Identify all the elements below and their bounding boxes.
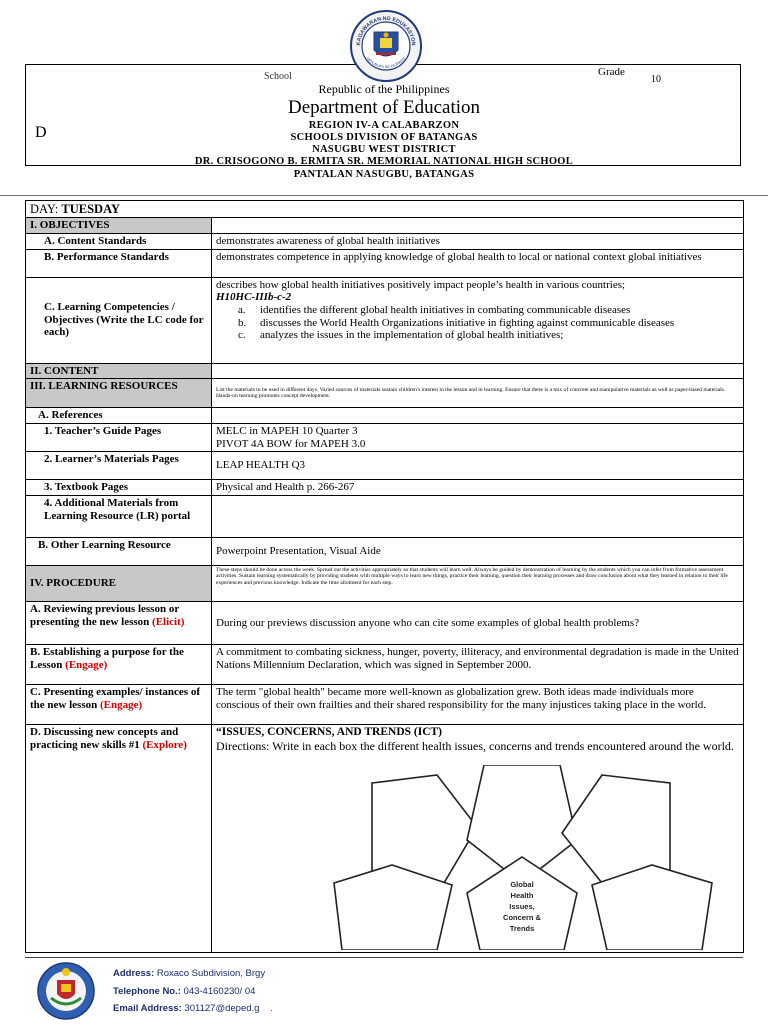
school-seal-logo <box>37 962 95 1020</box>
teachers-guide-value <box>212 423 744 451</box>
deped-seal-logo <box>350 10 422 82</box>
content-standards-value: demonstrates awareness of global health initiatives <box>212 234 744 250</box>
other-resources-label: B. Other Learning Resource <box>26 537 212 565</box>
header-divider <box>0 195 768 196</box>
pentagon-diagram <box>272 765 744 950</box>
diagram-center-label: Trends <box>509 923 535 933</box>
school-field-label: School <box>264 71 292 82</box>
diagram-center-label: Issues, <box>509 901 535 911</box>
performance-standards-value: demonstrates competence in applying knowledge of global health to local or national context global initiatives <box>212 249 744 277</box>
procedure-a-value: During our previews discussion anyone who can cite some examples of global health problems? <box>212 601 744 644</box>
learners-materials-value: LEAP HEALTH Q3 <box>212 452 744 480</box>
footer-address: Address: Roxaco Subdivision, Brgy <box>113 968 266 979</box>
day-label: DAY: <box>30 202 59 216</box>
elicit-tag: (Elicit) <box>152 615 185 628</box>
objectives-heading: I. OBJECTIVES <box>26 218 212 234</box>
diagram-center-label: Health <box>510 890 534 900</box>
day-row <box>26 201 744 218</box>
lc-item: a. identifies the different global health initiatives in combating communicable diseases <box>238 303 631 316</box>
procedure-b-label: B. Establishing a purpose for the Lesson (Engage) <box>26 644 212 684</box>
diagram-center-label: Global <box>510 879 534 889</box>
other-resources-value: Powerpoint Presentation, Visual Aide <box>212 537 744 565</box>
learning-competencies-label: C. Learning Competencies / Objectives (Write the LC code for each) <box>26 277 212 363</box>
day-value: TUESDAY <box>61 202 120 216</box>
procedure-c-value: The term "global health" became more well-known as globalization grew. Both ideas made individuals more conscious of their own frailties and their shared responsibility for the many injustices taking place in the world. <box>212 684 744 724</box>
engage-tag: (Engage) <box>99 698 143 711</box>
teachers-guide-value-2: PIVOT 4A BOW for MAPEH 3.0 <box>216 437 366 450</box>
footer-telephone: Telephone No.: 043-4160230/ 04 <box>113 986 256 997</box>
learning-resources-note: List the materials to be used in different days. Varied sources of materials sustain children's interest in the lesson and in learning. Ensure that there is a mix of concrete and manipulative materials as well as paper-based materials. Hands-on learning promotes concept development. <box>212 379 744 408</box>
lc-description: describes how global health initiatives positively impact people’s health in various countries; <box>216 278 626 291</box>
procedure-a-label: A. Reviewing previous lesson or presenting the new lesson (Elicit) <box>26 601 212 644</box>
procedure-b-value: A commitment to combating sickness, hunger, poverty, illiteracy, and environmental degradation is made in the United Nations Millennium Declaration, which was signed in September 2000. <box>212 644 744 684</box>
school-name: DR. CRISOGONO B. ERMITA SR. MEMORIAL NATIONAL HIGH SCHOOL <box>194 156 574 167</box>
performance-standards-label: B. Performance Standards <box>26 249 212 277</box>
additional-materials-value <box>212 495 744 537</box>
logo-bottom-text: REPUBLIKA NG PILIPINAS <box>365 56 407 70</box>
footer-email: Email Address: 301127@deped.g . <box>113 1003 273 1014</box>
procedure-d-label: D. Discussing new concepts and practicing new skills #1 (Explore) <box>26 724 212 952</box>
grade-field-value: 10 <box>651 74 661 85</box>
procedure-note: These steps should be done across the week. Spread out the activities appropriately so that students will learn well. Always be guided by demonstration of learning by the students which you can infer from formative assessment activities. Sustain learning systematically by providing students with multiple ways to learn new things, practice their learning, question their learning processes and draw conclusion about what they learned in relation to their life experiences and previous knowledge. Indicate the time allotment for each step. <box>212 565 744 601</box>
textbook-pages-label: 3. Textbook Pages <box>26 480 212 496</box>
region-line: REGION IV-A CALABARZON <box>308 120 460 131</box>
teachers-guide-label: 1. Teacher’s Guide Pages <box>26 423 212 451</box>
references-label: A. References <box>26 408 212 424</box>
content-heading: II. CONTENT <box>26 363 212 379</box>
republic-line: Republic of the Philippines <box>318 82 450 96</box>
grade-field-label: Grade <box>598 66 625 78</box>
lc-code: H10HC-IIIb-c-2 <box>216 291 292 304</box>
district-line: NASUGBU WEST DISTRICT <box>312 144 456 155</box>
footer-divider <box>25 957 743 958</box>
learning-competencies-cell <box>212 277 744 363</box>
lc-item: c. analyzes the issues in the implementation of global health initiatives; <box>238 329 564 342</box>
division-line: SCHOOLS DIVISION OF BATANGAS <box>290 132 478 143</box>
ict-directions: Directions: Write in each box the different health issues, concerns and trends encountered around the world. <box>216 739 734 754</box>
department-title: Department of Education <box>287 97 481 118</box>
header-fragment-d: D <box>35 124 47 141</box>
teachers-guide-value-1: MELC in MAPEH 10 Quarter 3 <box>216 424 358 437</box>
learning-resources-heading: III. LEARNING RESOURCES <box>26 379 212 408</box>
additional-materials-label: 4. Additional Materials from Learning Resource (LR) portal <box>26 495 212 537</box>
procedure-heading: IV. PROCEDURE <box>26 565 212 601</box>
ict-activity-title: “ISSUES, CONCERNS, AND TRENDS (ICT) <box>216 725 443 738</box>
lesson-plan-table <box>25 200 744 953</box>
content-standards-label: A. Content Standards <box>26 234 212 250</box>
diagram-center-label: Concern & <box>503 912 541 922</box>
learners-materials-label: 2. Learner’s Materials Pages <box>26 452 212 480</box>
procedure-d-cell <box>212 724 744 952</box>
textbook-pages-value: Physical and Health p. 266-267 <box>212 480 744 496</box>
engage-tag: (Engage) <box>65 658 108 671</box>
lc-item: b. discusses the World Health Organizations initiative in fighting against communicable diseases <box>238 316 675 329</box>
explore-tag: (Explore) <box>142 738 187 751</box>
logo-top-text: KAGAWARAN NG EDUKASYON <box>355 15 417 46</box>
procedure-c-label: C. Presenting examples/ instances of the new lesson (Engage) <box>26 684 212 724</box>
school-address: PANTALAN NASUGBU, BATANGAS <box>293 169 475 180</box>
